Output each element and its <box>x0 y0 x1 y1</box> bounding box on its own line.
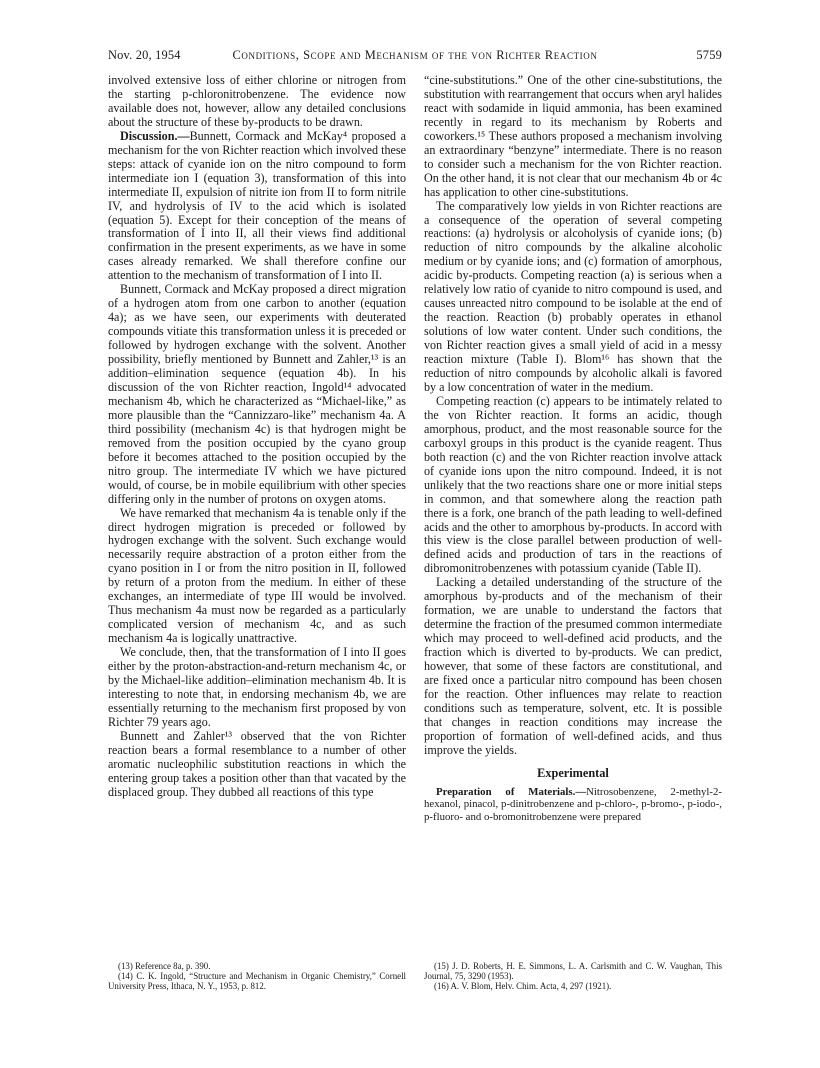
paragraph: “cine-substitutions.” One of the other cine-substitutions, the substitution with rearrangement that occurs when aryl halides react with sodamide in liquid ammonia, has been examined recently in regard to its mechanism by Roberts and coworkers.¹⁵ These authors proposed a mechanism involving an extraordinary “benzyne” intermediate. There is no reason to consider such a mechanism for the von Richter reaction. On the other hand, it is not clear that our mechanism 4b or 4c has application to other cine-substitutions. <box>424 73 722 199</box>
footnote: (15) J. D. Roberts, H. E. Simmons, L. A. Carlsmith and C. W. Vaughan, This Journal, 75, 3290 (1953). <box>424 961 722 982</box>
paragraph: We have remarked that mechanism 4a is tenable only if the direct hydrogen migration is preceded or followed by hydrogen exchange with the solvent. Such exchange would necessarily require abstraction of a proton either from the cyano position in I or from the nitro position in II, followed by return of a proton from the medium. In either of these exchanges, an intermediate of type III would be involved. Thus mechanism 4a must now be regarded as a particularly complicated version of mechanism 4c, and as such mechanism 4a is logically unattractive. <box>108 505 406 646</box>
paragraph-text: Nitrosobenzene, 2-methyl-2-hexanol, pinacol, p-dinitrobenzene and p-chloro-, p-bromo-, p-iodo-, p-fluoro- and o-bromonitrobenzene were prepared <box>424 785 722 823</box>
footnote: (16) A. V. Blom, Helv. Chim. Acta, 4, 297 (1921). <box>434 981 612 992</box>
footnotes-right <box>424 961 722 992</box>
paragraph: Competing reaction (c) appears to be intimately related to the von Richter reaction. It forms an acidic, though amorphous, product, and the most reasonable source for the carboxyl groups in this product is the cyanide reagent. Thus both reaction (c) and the von Richter reaction involve attack of cyanide ions upon the nitro compound. Indeed, it is not unlikely that the two reactions share one or more initial steps in common, and that somewhere along the reaction path there is a fork, one branch of the path leading to well-defined acids and the other to amorphous by-products. In accord with this view is the close parallel between production of well-defined acids and production of tars in the reactions of dibromonitrobenzenes with potassium cyanide (Table II). <box>424 393 722 576</box>
footnote: (13) Reference 8a, p. 390. <box>118 961 211 971</box>
paragraph: Bunnett, Cormack and McKay proposed a direct migration of a hydrogen atom from one carbon to another (equation 4a); as we have seen, our experiments with deuterated compounds vitiate this transformation unless it is preceded or followed by hydrogen exchange with the solvent. Another possibility, briefly mentioned by Bunnett and Zahler,¹³ is an addition–elimination sequence (equation 4b). In his discussion of the von Richter reaction, Ingold¹⁴ advocated mechanism 4b, which he characterized as “Michael-like,” as more plausible than the “Cannizzaro-like” mechanism 4a. A third possibility (mechanism 4c) is that hydrogen might be removed from the position occupied by the cyano group before it becomes attached to the position occupied by the nitro group. The intermediate IV which we have pictured would, of course, be in mobile equilibrium with other species differing only in the number of protons on oxygen atoms. <box>108 282 406 506</box>
article-body <box>108 74 722 1034</box>
paragraph-preparation <box>424 786 722 823</box>
paragraph: The comparatively low yields in von Richter reactions are a consequence of the operation of several competing reactions: (a) hydrolysis or alcoholysis of cyanide ions; (b) reduction of nitro compounds by the alkaline alcoholic medium or by cyanide ions; and (c) formation of amorphous, acidic by-products. Competing reaction (a) is serious when a relatively low ratio of cyanide to nitro compound is used, and causes unreacted nitro compound to be isolable at the end of the reaction. Reaction (b) probably operates in ethanol solutions of low water content. Under such conditions, the von Richter reaction gives a small yield of acid in a messy reaction mixture (Table I). Blom¹⁶ has shown that the reduction of nitro compounds by alcoholic alkali is favored by a low concentration of water in the medium. <box>424 198 722 394</box>
paragraph: involved extensive loss of either chlorine or nitrogen from the starting p-chloronitrobenzene. The evidence now available does not, however, allow any detailed conclusions about the structure of these by-products to be drawn. <box>108 73 406 129</box>
paragraph-discussion <box>108 130 406 283</box>
page-number: 5759 <box>696 48 722 62</box>
paragraph: Lacking a detailed understanding of the structure of the amorphous by-products and of the mechanism of their formation, we are unable to understand the factors that determine the fraction of the presumed common intermediate which may proceed to well-defined acid products, and the fraction which is diverted to by-products. We can predict, however, that some of these factors are constitutional, and are fixed once a particular nitro compound has been chosen for the reaction. Other influences may relate to reaction conditions such as temperature, solvent, etc. It is possible that changes in reaction conditions may increase the proportion of formation of well-defined acids, and thus improve the yields. <box>424 575 722 757</box>
paragraph: We conclude, then, that the transformation of I into II goes either by the proton-abstraction-and-return mechanism 4c, or by the Michael-like addition–elimination mechanism 4b. It is interesting to note that, in endorsing mechanism 4b, we are essentially returning to the mechanism first proposed by von Richter 79 years ago. <box>108 645 406 729</box>
section-run-head: Discussion.— <box>120 128 190 143</box>
right-column <box>424 74 722 1034</box>
running-title: Conditions, Scope and Mechanism of the von Richter Reaction <box>232 48 598 62</box>
paragraph: Bunnett and Zahler¹³ observed that the von Richter reaction bears a formal resemblance to a number of other aromatic nucleophilic substitution reactions in which the entering group takes a position other than that vacated by the displaced group. They dubbed all reactions of this type <box>108 728 406 799</box>
section-run-head: Preparation of Materials.— <box>436 785 587 798</box>
section-heading-experimental: Experimental <box>537 765 609 780</box>
paragraph-text: Bunnett, Cormack and McKay⁴ proposed a mechanism for the von Richter reaction which involved these steps: attack of cyanide ion on the nitro compound to form intermediate ion I (equation 3), transformation of this into intermediate II, expulsion of nitrite ion from II to form nitrile IV, and hydrolysis of IV to the acid which is isolated (equation 5). Except for their conception of the means of transformation of I into II, all their views find additional confirmation in the present experiments, as we have in some cases already remarked. We shall therefore confine our attention to the mechanism of transformation of I into II. <box>108 128 406 283</box>
left-column <box>108 74 406 1034</box>
issue-date: Nov. 20, 1954 <box>108 48 181 62</box>
footnotes-left <box>108 961 406 992</box>
footnote: (14) C. K. Ingold, “Structure and Mechanism in Organic Chemistry,” Cornell University Press, Ithaca, N. Y., 1953, p. 812. <box>108 971 406 992</box>
